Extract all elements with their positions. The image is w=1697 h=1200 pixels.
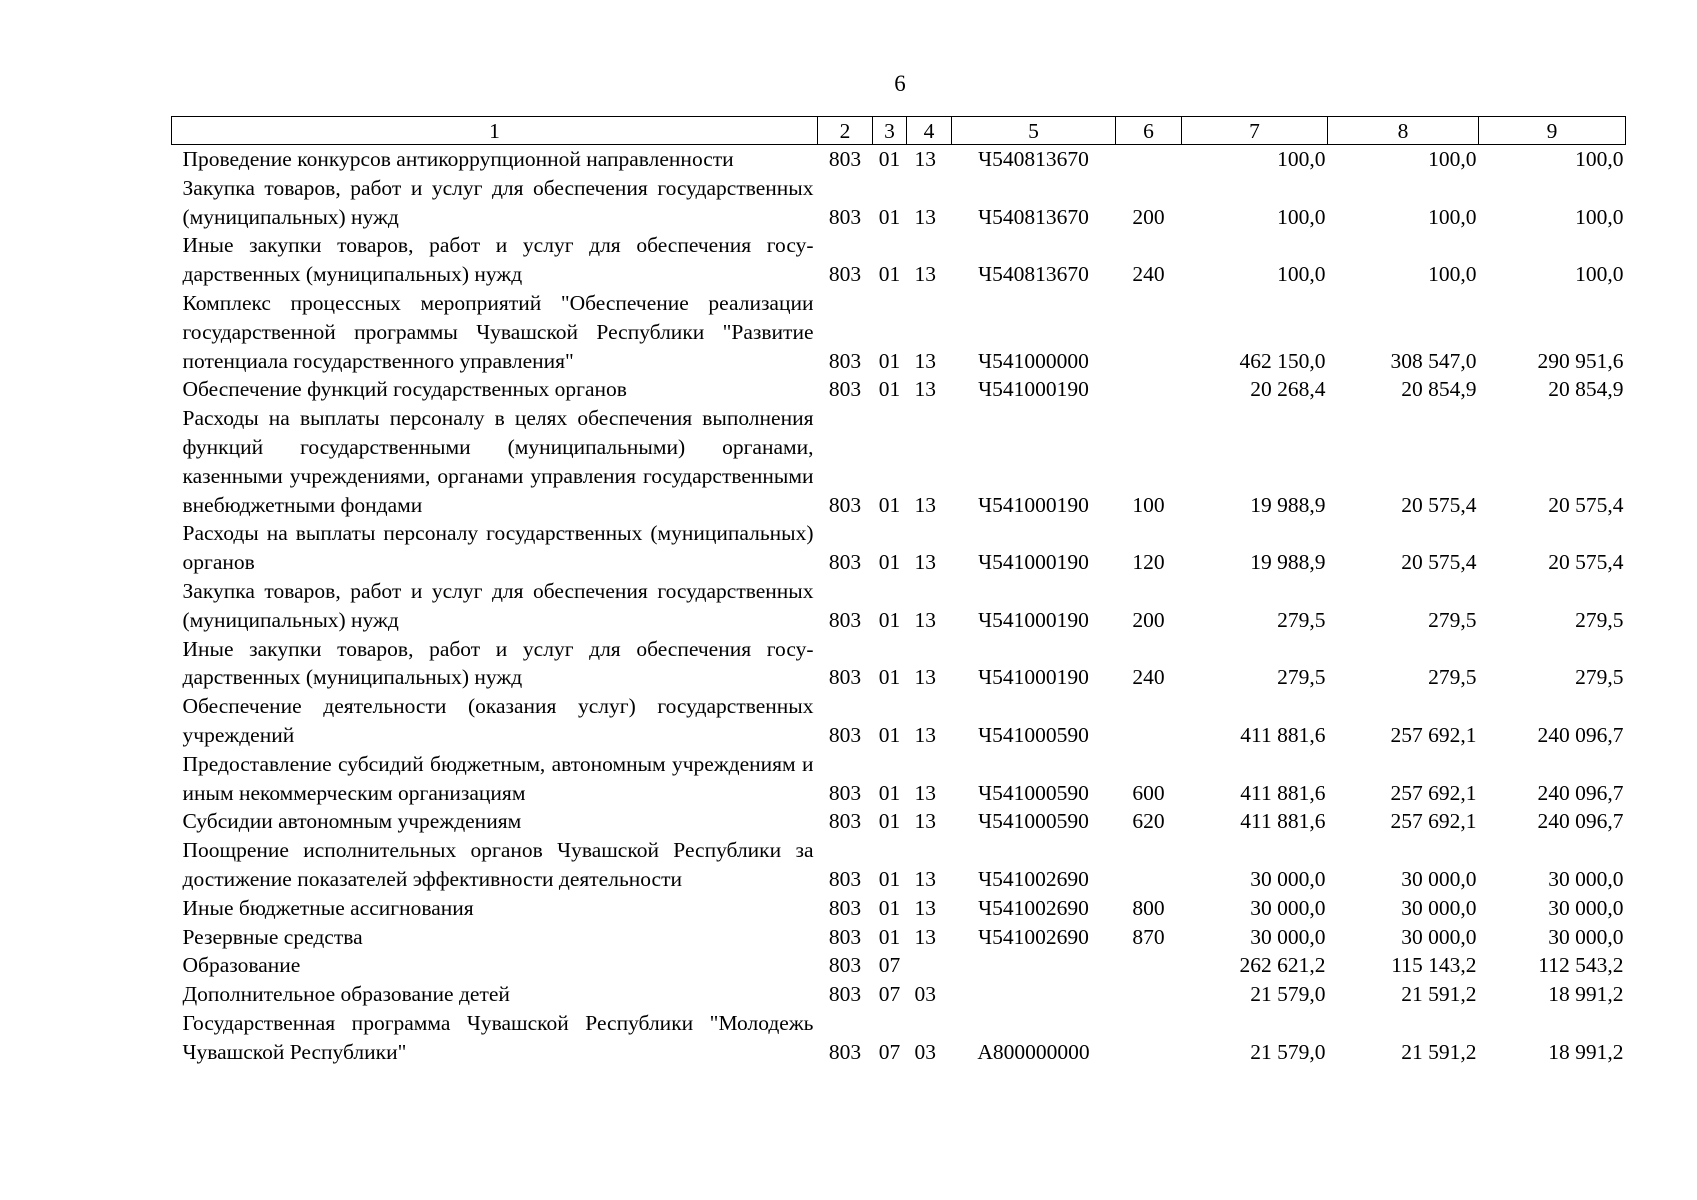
row-name: Иные закупки товаров, работ и услуг для обеспечения государственных (муниципальных) нужд xyxy=(182,233,814,287)
row-amount-col9: 30 000,0 xyxy=(1548,866,1624,891)
row-target-article xyxy=(952,980,1116,1009)
table-row xyxy=(172,404,1626,519)
header-row xyxy=(172,117,1626,145)
row-name: Государственная программа Чувашской Республики "Молодежь Чувашской Республики" xyxy=(182,1010,814,1064)
row-subsection-code: 13 xyxy=(914,924,936,949)
table-row xyxy=(172,836,1626,894)
row-expense-type xyxy=(1116,951,1182,980)
row-name: Поощрение исполнительных органов Чувашской Республики за достижение показателей эффективности деятельности xyxy=(182,838,814,891)
row-subsection-code: 13 xyxy=(914,665,936,690)
row-amount-col9: 100,0 xyxy=(1575,147,1624,171)
row-admin-code: 803 xyxy=(828,492,862,517)
row-target-article: Ч540813670 xyxy=(978,147,1089,171)
row-subsection-code: 13 xyxy=(914,348,936,373)
row-amount-col9: 30 000,0 xyxy=(1548,895,1624,920)
row-amount-col7: 411 881,6 xyxy=(1240,809,1326,834)
header-col-5: 5 xyxy=(952,117,1116,145)
row-target-article: Ч541000000 xyxy=(978,348,1089,373)
row-expense-type: 100 xyxy=(1132,492,1165,517)
row-target-article: Ч540813670 xyxy=(978,262,1089,287)
row-name: Обеспечение деятельности (оказания услуг) государственных учреждений xyxy=(182,694,814,747)
row-amount-col8: 21 591,2 xyxy=(1401,982,1477,1007)
row-name: Резервные средства xyxy=(182,924,363,949)
row-name: Расходы на выплаты персоналу государственных (муниципальных) органов xyxy=(182,521,814,575)
row-subsection-code: 03 xyxy=(914,982,936,1007)
row-amount-col9: 112 543,2 xyxy=(1538,953,1624,978)
row-amount-col9: 20 575,4 xyxy=(1548,550,1624,575)
row-name: Проведение конкурсов антикоррупционной направленности xyxy=(182,147,734,171)
row-amount-col8: 30 000,0 xyxy=(1401,895,1477,920)
row-admin-code: 803 xyxy=(828,780,862,805)
row-amount-col7: 411 881,6 xyxy=(1240,722,1326,747)
row-admin-code: 803 xyxy=(828,982,862,1007)
row-target-article: А800000000 xyxy=(977,1039,1090,1064)
table-row xyxy=(172,1009,1626,1067)
row-admin-code: 803 xyxy=(828,809,862,834)
row-subsection-code: 13 xyxy=(914,780,936,805)
row-amount-col9: 240 096,7 xyxy=(1537,780,1624,805)
row-section-code: 07 xyxy=(878,982,901,1007)
row-amount-col8: 21 591,2 xyxy=(1401,1039,1477,1064)
row-section-code: 01 xyxy=(878,607,901,632)
row-admin-code: 803 xyxy=(828,204,862,229)
row-section-code: 01 xyxy=(878,866,901,891)
header-col-4: 4 xyxy=(907,117,952,145)
row-target-article: Ч541000590 xyxy=(978,722,1089,747)
row-amount-col8: 257 692,1 xyxy=(1390,809,1477,834)
row-amount-col9: 100,0 xyxy=(1575,262,1624,287)
row-amount-col8: 308 547,0 xyxy=(1390,348,1477,373)
table-row xyxy=(172,951,1626,980)
table-body xyxy=(172,145,1626,1067)
header-col-3: 3 xyxy=(873,117,907,145)
row-amount-col8: 257 692,1 xyxy=(1390,780,1477,805)
row-name: Закупка товаров, работ и услуг для обеспечения государственных (муниципальных) нужд xyxy=(182,175,814,229)
row-target-article: Ч541000590 xyxy=(978,780,1089,805)
row-amount-col9: 18 991,2 xyxy=(1548,1039,1624,1064)
row-amount-col8: 20 575,4 xyxy=(1401,550,1477,575)
row-target-article: Ч541000190 xyxy=(978,492,1089,517)
row-subsection-code: 13 xyxy=(914,809,936,834)
table-row xyxy=(172,923,1626,952)
row-section-code: 01 xyxy=(878,924,901,949)
row-target-article: Ч541002690 xyxy=(978,895,1089,920)
row-amount-col8: 279,5 xyxy=(1428,665,1477,690)
table-row xyxy=(172,894,1626,923)
row-amount-col8: 115 143,2 xyxy=(1391,953,1477,978)
row-amount-col8: 257 692,1 xyxy=(1390,722,1477,747)
row-admin-code: 803 xyxy=(828,1039,862,1064)
row-section-code: 01 xyxy=(878,377,901,402)
row-section-code: 01 xyxy=(878,348,901,373)
row-amount-col8: 20 575,4 xyxy=(1401,492,1477,517)
row-subsection-code: 03 xyxy=(914,1039,936,1064)
row-subsection-code: 13 xyxy=(914,204,936,229)
table-row xyxy=(172,145,1626,174)
row-amount-col8: 100,0 xyxy=(1428,204,1477,229)
row-target-article xyxy=(952,951,1116,980)
row-name: Расходы на выплаты персоналу в целях обеспечения выполнения функций государственными (муниципальными) органами, казенными учреждениями, органами управления государственными внебюджетными фондами xyxy=(182,406,814,517)
row-amount-col8: 100,0 xyxy=(1428,262,1477,287)
row-target-article: Ч541002690 xyxy=(978,924,1089,949)
row-amount-col9: 279,5 xyxy=(1575,607,1624,632)
row-section-code: 01 xyxy=(878,492,901,517)
row-amount-col7: 21 579,0 xyxy=(1250,982,1326,1007)
header-col-6: 6 xyxy=(1116,117,1182,145)
page-number: 6 xyxy=(894,71,906,96)
row-amount-col7: 30 000,0 xyxy=(1250,895,1326,920)
row-amount-col9: 20 854,9 xyxy=(1548,377,1624,402)
row-section-code: 01 xyxy=(878,204,901,229)
row-amount-col7: 279,5 xyxy=(1277,607,1326,632)
table-row xyxy=(172,519,1626,577)
row-section-code: 01 xyxy=(878,722,901,747)
row-expense-type xyxy=(1116,375,1182,404)
row-amount-col7: 19 988,9 xyxy=(1250,550,1326,575)
row-admin-code: 803 xyxy=(828,348,862,373)
header-col-8: 8 xyxy=(1328,117,1479,145)
row-amount-col7: 30 000,0 xyxy=(1250,866,1326,891)
row-subsection-code: 13 xyxy=(914,147,936,171)
row-subsection-code xyxy=(907,951,952,980)
row-amount-col8: 279,5 xyxy=(1428,607,1477,632)
row-amount-col7: 20 268,4 xyxy=(1250,377,1326,402)
row-expense-type: 620 xyxy=(1132,809,1165,834)
row-amount-col7: 21 579,0 xyxy=(1250,1039,1326,1064)
row-subsection-code: 13 xyxy=(914,492,936,517)
row-expense-type xyxy=(1116,289,1182,375)
row-expense-type: 240 xyxy=(1132,665,1165,690)
row-amount-col7: 262 621,2 xyxy=(1239,953,1326,978)
row-subsection-code: 13 xyxy=(914,866,936,891)
row-expense-type xyxy=(1116,980,1182,1009)
row-expense-type: 800 xyxy=(1132,895,1165,920)
row-target-article: Ч541002690 xyxy=(978,866,1089,891)
row-subsection-code: 13 xyxy=(914,262,936,287)
row-amount-col7: 411 881,6 xyxy=(1240,780,1326,805)
row-target-article: Ч541000190 xyxy=(978,377,1089,402)
row-amount-col9: 20 575,4 xyxy=(1548,492,1624,517)
row-amount-col7: 100,0 xyxy=(1277,204,1326,229)
row-name: Образование xyxy=(182,953,301,978)
row-admin-code: 803 xyxy=(828,550,862,575)
row-section-code: 01 xyxy=(878,262,901,287)
row-section-code: 01 xyxy=(878,550,901,575)
table-row xyxy=(172,692,1626,750)
row-amount-col8: 30 000,0 xyxy=(1401,924,1477,949)
row-expense-type xyxy=(1116,836,1182,894)
row-amount-col7: 30 000,0 xyxy=(1250,924,1326,949)
row-expense-type xyxy=(1116,1009,1182,1067)
header-col-9: 9 xyxy=(1479,117,1626,145)
row-amount-col9: 100,0 xyxy=(1575,204,1624,229)
table-row xyxy=(172,375,1626,404)
row-amount-col7: 100,0 xyxy=(1277,147,1326,171)
row-name: Субсидии автономным учреждениям xyxy=(182,809,522,834)
row-section-code: 07 xyxy=(878,953,901,978)
row-admin-code: 803 xyxy=(828,377,862,402)
row-name: Предоставление субсидий бюджетным, автономным учреждениям и иным некоммерческим организациям xyxy=(182,751,814,805)
table-row xyxy=(172,750,1626,808)
row-amount-col9: 240 096,7 xyxy=(1537,809,1624,834)
row-name: Дополнительное образование детей xyxy=(182,982,510,1007)
row-expense-type xyxy=(1116,145,1182,174)
row-expense-type: 240 xyxy=(1132,262,1165,287)
row-amount-col7: 462 150,0 xyxy=(1239,348,1326,373)
row-amount-col9: 18 991,2 xyxy=(1548,982,1624,1007)
row-admin-code: 803 xyxy=(828,607,862,632)
table-row xyxy=(172,635,1626,693)
header-col-2: 2 xyxy=(818,117,873,145)
row-target-article: Ч540813670 xyxy=(978,204,1089,229)
row-expense-type: 120 xyxy=(1132,550,1165,575)
row-subsection-code: 13 xyxy=(914,550,936,575)
budget-table xyxy=(171,116,1626,1067)
row-admin-code: 803 xyxy=(828,924,862,949)
row-admin-code: 803 xyxy=(828,866,862,891)
row-amount-col9: 240 096,7 xyxy=(1537,722,1624,747)
row-name: Закупка товаров, работ и услуг для обеспечения государственных (муниципальных) нужд xyxy=(182,578,814,632)
row-name: Иные бюджетные ассигнования xyxy=(182,895,474,920)
header-col-7: 7 xyxy=(1182,117,1328,145)
row-amount-col7: 279,5 xyxy=(1277,665,1326,690)
row-name: Обеспечение функций государственных органов xyxy=(182,377,627,402)
row-expense-type: 200 xyxy=(1132,607,1165,632)
row-amount-col9: 290 951,6 xyxy=(1537,348,1624,373)
row-admin-code: 803 xyxy=(828,895,862,920)
row-section-code: 01 xyxy=(878,895,901,920)
row-expense-type xyxy=(1116,692,1182,750)
row-section-code: 01 xyxy=(878,809,901,834)
table-row xyxy=(172,174,1626,232)
row-amount-col9: 30 000,0 xyxy=(1548,924,1624,949)
row-subsection-code: 13 xyxy=(914,607,936,632)
row-target-article: Ч541000190 xyxy=(978,607,1089,632)
row-amount-col8: 30 000,0 xyxy=(1401,866,1477,891)
row-expense-type: 870 xyxy=(1132,924,1165,949)
row-amount-col7: 100,0 xyxy=(1277,262,1326,287)
row-section-code: 07 xyxy=(878,1039,901,1064)
row-amount-col9: 279,5 xyxy=(1575,665,1624,690)
table-row xyxy=(172,980,1626,1009)
row-target-article: Ч541000590 xyxy=(978,809,1089,834)
row-amount-col8: 20 854,9 xyxy=(1401,377,1477,402)
table-header xyxy=(172,117,1626,145)
row-name: Комплекс процессных мероприятий "Обеспечение реализации государственной программы Чувашской Республики "Развитие потенциала государственного управления" xyxy=(182,290,814,373)
row-target-article: Ч541000190 xyxy=(978,550,1089,575)
row-subsection-code: 13 xyxy=(914,377,936,402)
row-name: Иные закупки товаров, работ и услуг для обеспечения государственных (муниципальных) нужд xyxy=(182,636,814,690)
table-row xyxy=(172,577,1626,635)
row-amount-col8: 100,0 xyxy=(1428,147,1477,171)
row-admin-code: 803 xyxy=(828,722,862,747)
row-admin-code: 803 xyxy=(828,147,862,171)
row-amount-col7: 19 988,9 xyxy=(1250,492,1326,517)
row-expense-type: 600 xyxy=(1132,780,1165,805)
row-subsection-code: 13 xyxy=(914,722,936,747)
table-row xyxy=(172,231,1626,289)
row-expense-type: 200 xyxy=(1132,204,1165,229)
row-admin-code: 803 xyxy=(828,262,862,287)
header-col-1: 1 xyxy=(172,117,818,145)
row-admin-code: 803 xyxy=(828,953,862,978)
row-subsection-code: 13 xyxy=(914,895,936,920)
table-row xyxy=(172,807,1626,836)
table-row xyxy=(172,289,1626,375)
row-admin-code: 803 xyxy=(828,665,862,690)
row-section-code: 01 xyxy=(878,780,901,805)
row-target-article: Ч541000190 xyxy=(978,665,1089,690)
row-section-code: 01 xyxy=(878,665,901,690)
row-section-code: 01 xyxy=(878,147,901,171)
